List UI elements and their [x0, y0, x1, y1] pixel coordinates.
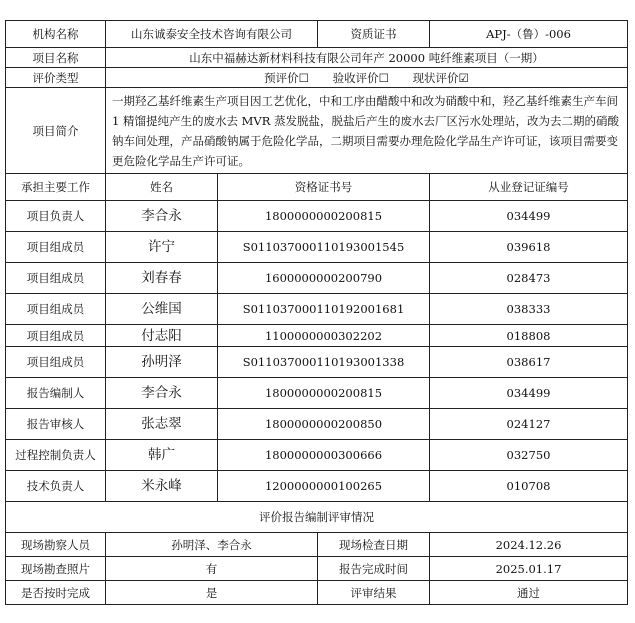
eval-option-current[interactable]: 现状评价☑	[412, 70, 469, 85]
staff-reg: 034499	[430, 201, 628, 232]
staff-header-cert: 资格证书号	[218, 174, 430, 201]
staff-name: 公维国	[106, 294, 218, 325]
staff-name: 韩广	[106, 440, 218, 471]
staff-reg: 010708	[430, 471, 628, 502]
org-value: 山东诚泰安全技术咨询有限公司	[106, 21, 318, 48]
finish-label: 报告完成时间	[318, 557, 430, 581]
staff-cert: S011037000110192001681	[218, 294, 430, 325]
table-row	[6, 378, 628, 409]
staff-cert: 1800000000200815	[218, 201, 430, 232]
table-row	[6, 294, 628, 325]
table-row	[6, 263, 628, 294]
staff-name: 李合永	[106, 201, 218, 232]
staff-header-row	[6, 174, 628, 201]
staff-role: 项目组成员	[6, 325, 106, 347]
staff-role: 技术负责人	[6, 471, 106, 502]
project-name-row	[6, 48, 628, 68]
review-row	[6, 581, 628, 605]
evaluation-info-document	[5, 20, 628, 605]
table-row	[6, 471, 628, 502]
table-row	[6, 440, 628, 471]
review-title: 评价报告编制评审情况	[6, 502, 628, 533]
staff-header-reg: 从业登记证编号	[430, 174, 628, 201]
staff-role: 项目负责人	[6, 201, 106, 232]
staff-reg: 018808	[430, 325, 628, 347]
staff-name: 许宁	[106, 232, 218, 263]
staff-reg: 038333	[430, 294, 628, 325]
ontime-label: 是否按时完成	[6, 581, 106, 605]
staff-reg: 028473	[430, 263, 628, 294]
review-title-row	[6, 502, 628, 533]
cert-label: 资质证书	[318, 21, 430, 48]
site-staff-value: 孙明泽、李合永	[106, 533, 318, 557]
staff-role: 报告审核人	[6, 409, 106, 440]
staff-cert: 1600000000200790	[218, 263, 430, 294]
staff-name: 孙明泽	[106, 347, 218, 378]
eval-type-label: 评价类型	[6, 68, 106, 88]
staff-header-role: 承担主要工作	[6, 174, 106, 201]
staff-role: 报告编制人	[6, 378, 106, 409]
staff-reg: 038617	[430, 347, 628, 378]
staff-name: 付志阳	[106, 325, 218, 347]
intro-text: 一期羟乙基纤维素生产项目因工艺优化，中和工序由醋酸中和改为硝酸中和，羟乙基纤维素生产车间 1 精馏提纯产生的废水去 MVR 蒸发脱盐，脱盐后产生的废水去厂区污水处理站，改为去二期的硝酸钠车间处理，产品硝酸钠属于危险化学品，二期项目需要办理危险化学品生产许可证，该项目需要变更危险化学品生产许可证。	[106, 88, 628, 174]
table-row	[6, 201, 628, 232]
table-row	[6, 347, 628, 378]
finish-value: 2025.01.17	[430, 557, 628, 581]
staff-name: 米永峰	[106, 471, 218, 502]
staff-role: 过程控制负责人	[6, 440, 106, 471]
project-name-value: 山东中福赫达新材料科技有限公司年产 20000 吨纤维素项目（一期）	[106, 48, 628, 68]
staff-reg: 032750	[430, 440, 628, 471]
intro-label: 项目简介	[6, 88, 106, 174]
org-label: 机构名称	[6, 21, 106, 48]
ontime-value: 是	[106, 581, 318, 605]
staff-cert: 1100000000302202	[218, 325, 430, 347]
site-date-value: 2024.12.26	[430, 533, 628, 557]
staff-name: 张志翠	[106, 409, 218, 440]
eval-type-row	[6, 68, 628, 88]
staff-cert: 1200000000100265	[218, 471, 430, 502]
staff-role: 项目组成员	[6, 347, 106, 378]
staff-cert: 1800000000300666	[218, 440, 430, 471]
review-row	[6, 533, 628, 557]
staff-reg: 034499	[430, 378, 628, 409]
cert-value: APJ-（鲁）-006	[430, 21, 628, 48]
header-row	[6, 21, 628, 48]
photo-label: 现场勘查照片	[6, 557, 106, 581]
eval-type-options	[106, 68, 628, 88]
table-row	[6, 409, 628, 440]
staff-cert: S011037000110193001338	[218, 347, 430, 378]
table-row	[6, 232, 628, 263]
site-staff-label: 现场勘察人员	[6, 533, 106, 557]
result-value: 通过	[430, 581, 628, 605]
staff-cert: S011037000110193001545	[218, 232, 430, 263]
project-name-label: 项目名称	[6, 48, 106, 68]
staff-role: 项目组成员	[6, 294, 106, 325]
eval-option-acceptance[interactable]: 验收评价☐	[332, 70, 389, 85]
review-row	[6, 557, 628, 581]
staff-reg: 039618	[430, 232, 628, 263]
staff-cert: 1800000000200815	[218, 378, 430, 409]
staff-role: 项目组成员	[6, 263, 106, 294]
staff-name: 李合永	[106, 378, 218, 409]
staff-role: 项目组成员	[6, 232, 106, 263]
staff-reg: 024127	[430, 409, 628, 440]
eval-option-pre[interactable]: 预评价☐	[264, 70, 309, 85]
evaluation-info-table	[5, 20, 628, 605]
site-date-label: 现场检查日期	[318, 533, 430, 557]
intro-row	[6, 88, 628, 174]
staff-cert: 1800000000200850	[218, 409, 430, 440]
photo-value: 有	[106, 557, 318, 581]
table-row	[6, 325, 628, 347]
result-label: 评审结果	[318, 581, 430, 605]
staff-name: 刘春春	[106, 263, 218, 294]
staff-header-name: 姓名	[106, 174, 218, 201]
